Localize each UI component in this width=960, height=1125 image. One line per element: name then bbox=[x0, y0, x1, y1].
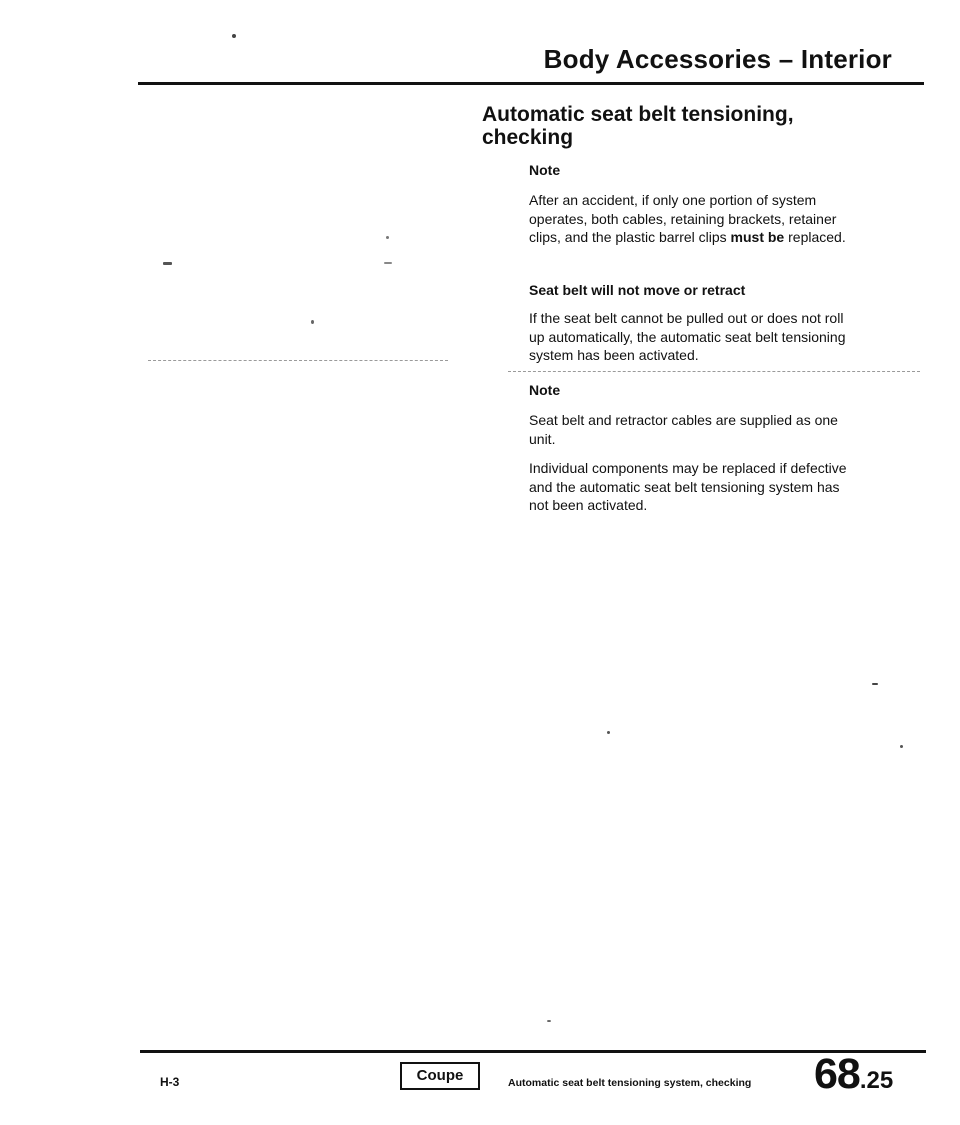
scan-speck bbox=[384, 262, 392, 264]
page-number-minor: .25 bbox=[859, 1067, 894, 1094]
model-badge: Coupe bbox=[400, 1062, 480, 1090]
note-text-after: replaced. bbox=[784, 229, 846, 245]
footer-rule bbox=[140, 1050, 926, 1053]
page-header-title: Body Accessories – Interior bbox=[543, 44, 892, 74]
scan-speck bbox=[900, 745, 903, 748]
scan-speck bbox=[607, 731, 610, 734]
page-number bbox=[814, 1050, 894, 1098]
scan-speck bbox=[872, 683, 878, 685]
subheading: Seat belt will not move or retract bbox=[529, 282, 746, 298]
scan-divider-right bbox=[508, 371, 920, 372]
note-label: Note bbox=[529, 382, 561, 398]
scan-speck bbox=[311, 320, 314, 324]
note-paragraph: Seat belt and retractor cables are supplied as one unit. bbox=[529, 412, 838, 447]
scan-divider-left bbox=[148, 360, 448, 361]
scan-speck bbox=[232, 34, 236, 38]
note-label: Note bbox=[529, 162, 561, 178]
header-rule bbox=[138, 82, 924, 85]
page-number-major: 68 bbox=[814, 1050, 860, 1098]
note-emphasis: must be bbox=[730, 229, 785, 245]
note-text-before: After an accident, if only one portion of system operates, both cables, retaining brackets, retainer clips, and the plastic barrel clips bbox=[529, 192, 837, 245]
section-heading: Automatic seat belt tensioning, checking bbox=[482, 103, 794, 149]
scan-speck bbox=[163, 262, 172, 265]
paragraph: If the seat belt cannot be pulled out or does not roll up automatically, the automatic seat belt tensioning system has been activated. bbox=[529, 310, 846, 363]
scan-speck bbox=[386, 236, 389, 239]
note-paragraph bbox=[529, 191, 859, 247]
scan-speck bbox=[547, 1020, 551, 1022]
footer-section-code: H-3 bbox=[160, 1075, 180, 1089]
note-paragraph: Individual components may be replaced if defective and the automatic seat belt tensioning system has not been activated. bbox=[529, 460, 847, 513]
footer-caption: Automatic seat belt tensioning system, checking bbox=[508, 1077, 752, 1089]
